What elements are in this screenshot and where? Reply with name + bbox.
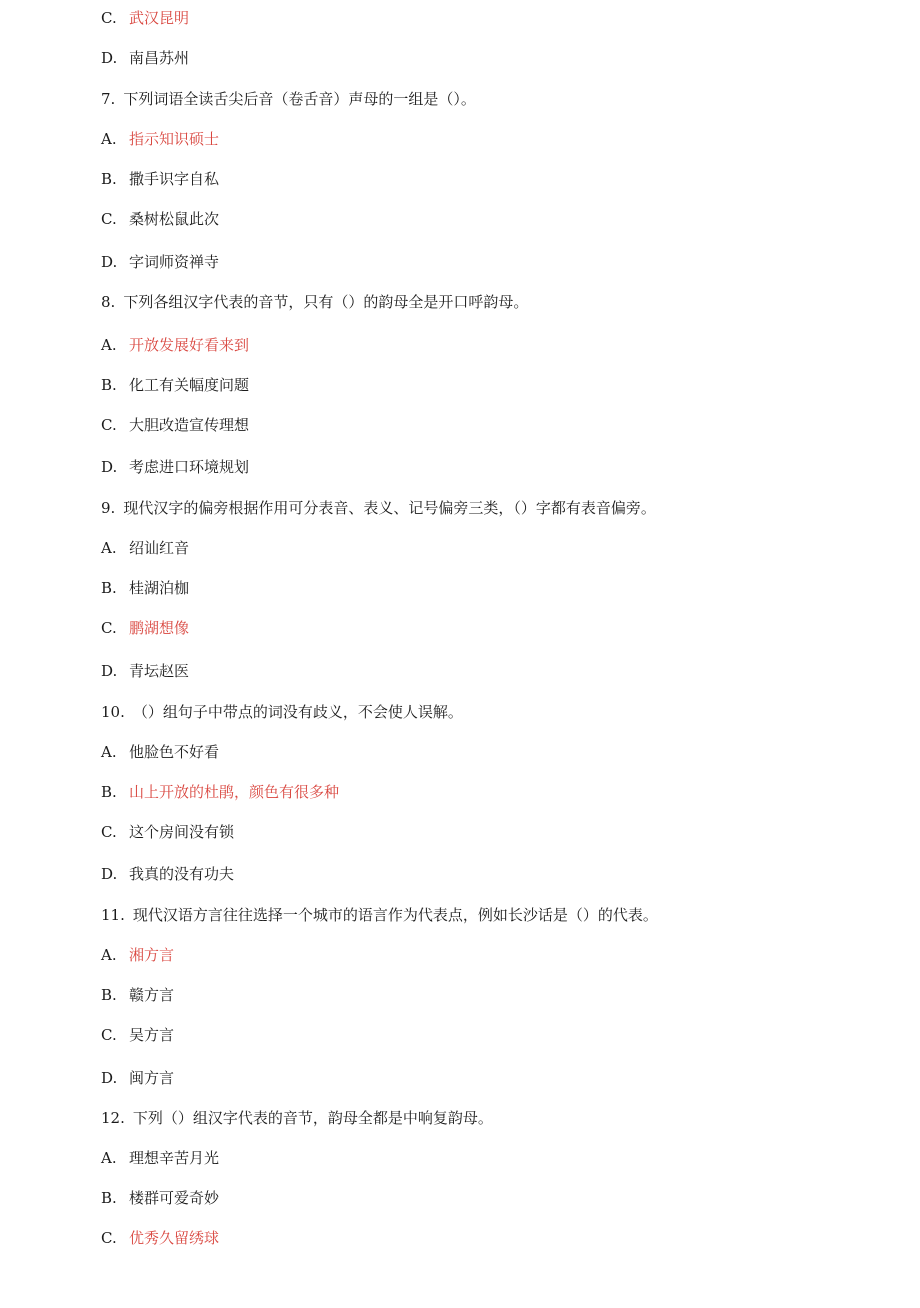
question-stem: [101, 903, 658, 927]
option-label: C.: [101, 619, 117, 637]
option-text: 化工有关幅度问题: [129, 376, 250, 394]
question-stem: [101, 290, 528, 314]
option-text: 楼群可爱奇妙: [129, 1189, 220, 1207]
question-text: （）组句子中带点的词没有歧义，不会使人误解。: [132, 703, 463, 721]
question-number: 10.: [101, 703, 125, 721]
option-text: 武汉昆明: [129, 9, 190, 27]
answer-option: [101, 455, 249, 479]
option-text: 赣方言: [129, 986, 175, 1004]
answer-option: [101, 820, 234, 844]
option-text: 鹏湖想像: [129, 619, 190, 637]
option-text: 开放发展好看来到: [129, 336, 250, 354]
option-label: B.: [101, 170, 117, 188]
question-stem: [101, 1106, 493, 1130]
option-text: 撒手识字自私: [129, 170, 220, 188]
option-text: 闽方言: [129, 1069, 175, 1087]
answer-option: [101, 46, 189, 70]
answer-option: [101, 576, 189, 600]
answer-option: [101, 983, 174, 1007]
answer-option-correct: [101, 6, 189, 30]
answer-option: [101, 1023, 174, 1047]
answer-option-correct: [101, 1226, 219, 1250]
option-label: A.: [101, 130, 117, 148]
question-number: 8.: [101, 293, 116, 311]
answer-option: [101, 536, 189, 560]
option-text: 湘方言: [129, 946, 175, 964]
option-label: D.: [101, 458, 118, 476]
option-text: 桑树松鼠此次: [129, 210, 220, 228]
option-text: 我真的没有功夫: [129, 865, 235, 883]
option-label: B.: [101, 783, 117, 801]
question-number: 9.: [101, 499, 116, 517]
question-stem: [101, 496, 656, 520]
option-label: A.: [101, 946, 117, 964]
option-text: 山上开放的杜鹃，颜色有很多种: [129, 783, 340, 801]
answer-option-correct: [101, 333, 249, 357]
option-text: 这个房间没有锁: [129, 823, 235, 841]
option-text: 桂湖泊枷: [129, 579, 190, 597]
question-number: 11.: [101, 906, 125, 924]
option-text: 青坛赵医: [129, 662, 190, 680]
question-number: 12.: [101, 1109, 125, 1127]
option-label: C.: [101, 1229, 117, 1247]
answer-option: [101, 250, 219, 274]
option-label: D.: [101, 865, 118, 883]
answer-option: [101, 413, 249, 437]
option-text: 南昌苏州: [129, 49, 190, 67]
option-label: A.: [101, 1149, 117, 1167]
question-number: 7.: [101, 90, 116, 108]
option-label: A.: [101, 743, 117, 761]
answer-option-correct: [101, 127, 219, 151]
option-text: 吴方言: [129, 1026, 175, 1044]
answer-option: [101, 740, 219, 764]
question-text: 下列（）组汉字代表的音节，韵母全都是中响复韵母。: [132, 1109, 493, 1127]
option-label: C.: [101, 416, 117, 434]
question-stem: [101, 700, 463, 724]
option-text: 指示知识硕士: [129, 130, 220, 148]
question-text: 下列各组汉字代表的音节，只有（）的韵母全是开口呼韵母。: [123, 293, 529, 311]
option-label: C.: [101, 1026, 117, 1044]
question-text: 现代汉字的偏旁根据作用可分表音、表义、记号偏旁三类，（）字都有表音偏旁。: [123, 499, 656, 517]
option-label: A.: [101, 336, 117, 354]
option-text: 字词师资禅寺: [129, 253, 220, 271]
option-text: 绍讪红音: [129, 539, 190, 557]
option-text: 他脸色不好看: [129, 743, 220, 761]
option-label: B.: [101, 579, 117, 597]
question-stem: [101, 87, 476, 111]
answer-option-correct: [101, 943, 174, 967]
option-label: A.: [101, 539, 117, 557]
answer-option: [101, 1066, 174, 1090]
answer-option: [101, 373, 249, 397]
answer-option: [101, 207, 219, 231]
option-text: 考虑进口环境规划: [129, 458, 250, 476]
option-label: B.: [101, 986, 117, 1004]
answer-option: [101, 1146, 219, 1170]
option-text: 大胆改造宣传理想: [129, 416, 250, 434]
option-label: D.: [101, 253, 118, 271]
option-label: B.: [101, 1189, 117, 1207]
answer-option: [101, 659, 189, 683]
answer-option: [101, 862, 234, 886]
answer-option-correct: [101, 616, 189, 640]
option-text: 理想辛苦月光: [129, 1149, 220, 1167]
answer-option-correct: [101, 780, 339, 804]
answer-option: [101, 167, 219, 191]
question-text: 现代汉语方言往往选择一个城市的语言作为代表点，例如长沙话是（）的代表。: [132, 906, 658, 924]
option-label: C.: [101, 210, 117, 228]
option-label: D.: [101, 49, 118, 67]
option-label: D.: [101, 662, 118, 680]
option-text: 优秀久留绣球: [129, 1229, 220, 1247]
option-label: D.: [101, 1069, 118, 1087]
answer-option: [101, 1186, 219, 1210]
question-text: 下列词语全读舌尖后音（卷舌音）声母的一组是（）。: [123, 90, 476, 108]
option-label: C.: [101, 9, 117, 27]
option-label: C.: [101, 823, 117, 841]
option-label: B.: [101, 376, 117, 394]
